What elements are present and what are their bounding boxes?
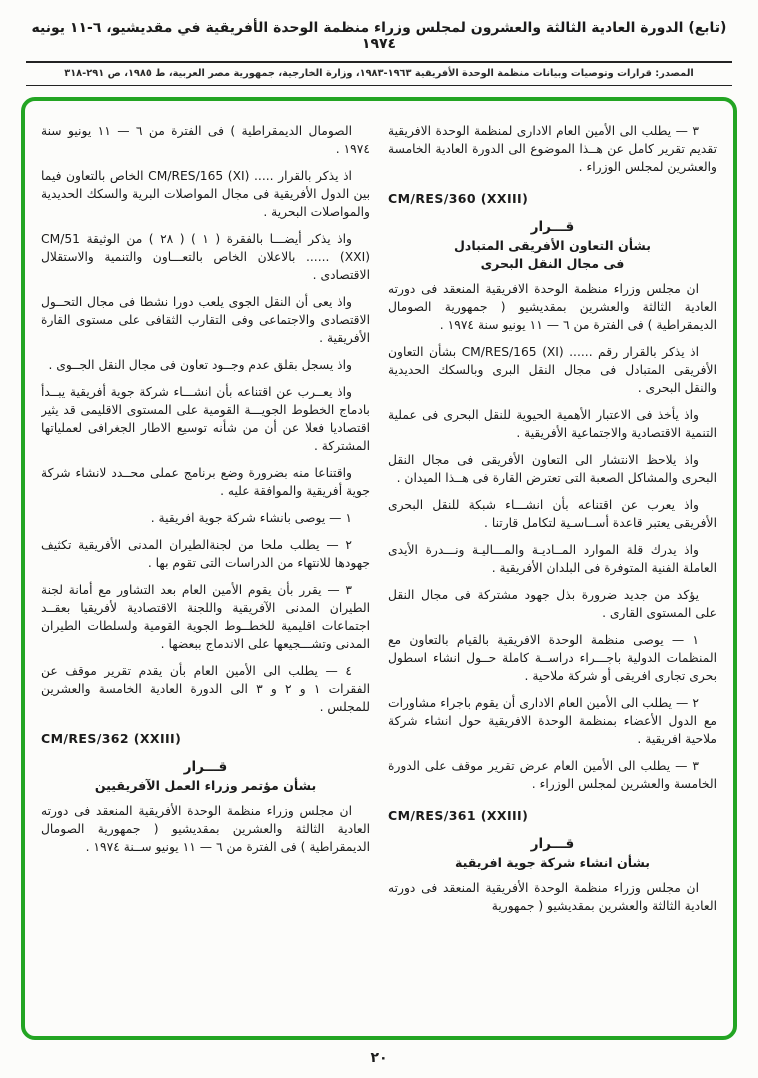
- paragraph: ان مجلس وزراء منظمة الوحدة الافريقية المنعقد فى دورته العادية الثالثة والعشرين بمقديشيو ( جمهورية الصومال الديمقراطية ) فى الفترة من ٦ — ١١ يونيو سنة ١٩٧٤ .: [388, 282, 717, 332]
- paragraph: واذ يسجل بقلق عدم وجــود تعاون فى مجال النقل الجــوى .: [48, 358, 352, 372]
- paragraph: واذ يذكر أيضـــا بالفقرة ( ١ ) ( ٢٨ ) من الوثيقة ‎CM/51 (XXI)‎ ...... بالاعلان الخاص بالتعـــاون والتنمية والاستقلال الاقتصادى .: [41, 232, 370, 282]
- resolution-code: CM/RES/361 (XXIII): [388, 808, 529, 823]
- paragraph: واقتناعا منه بضرورة وضع برنامج عملى محــدد لانشاء شركة جوية أفريقية والموافقة عليه .: [41, 466, 370, 498]
- paragraph: ١ — يوصى بانشاء شركة جوية افريقية .: [150, 511, 352, 525]
- paragraph: ٢ — يطلب الى الأمين العام الادارى أن يقوم باجراء مشاورات مع الدول الأعضاء بمنظمة الوحدة الافريقية حول انشاء شركة ملاحية افريقية .: [388, 696, 717, 746]
- divider-thin: [26, 85, 732, 86]
- resolution-subject: فى مجال النقل البحرى: [480, 256, 625, 271]
- paragraph: واذ يعرب عن اقتناعه بأن انشـــاء شبكة للنقل البحرى الأفريقى يعتبر قاعدة أســاسـية لتكامل قارتنا .: [388, 498, 717, 530]
- paragraph: يؤكد من جديد ضرورة بذل جهود مشتركة فى مجال النقل على المستوى القارى .: [388, 588, 717, 620]
- resolution-subject: بشأن انشاء شركة جوية افريقية: [454, 855, 651, 870]
- paragraph: الصومال الديمقراطية ) فى الفترة من ٦ — ١١ يونيو سنة ١٩٧٤ .: [41, 124, 370, 156]
- paragraph: واذ يعى أن النقل الجوى يلعب دورا نشطا فى مجال التحــول الاقتصادى والاجتماعى وفى التقارب الثقافى على مستوى القارة الأفريقية .: [41, 295, 370, 345]
- document-title: (تابع) الدورة العادية الثالثة والعشرون لمجلس وزراء منظمة الوحدة الأفريقية في مقديشيو، ٦-١١ يونيه ١٩٧٤: [31, 20, 727, 52]
- content-frame: [21, 97, 737, 1040]
- paragraph: اذ يذكر بالقرار رقم ...... ‎CM/RES/165 (XI)‎ بشأن التعاون الأفريقى المتبادل فى مجال النقل البرى وبالسكك الحديدية والنقل البحرى .: [388, 345, 717, 395]
- paragraph: ان مجلس وزراء منظمة الوحدة الأفريقية المنعقد فى دورته العادية الثالثة والعشرين بمقديشيو ( جمهورية: [388, 881, 717, 913]
- resolution-heading: قـــرار: [530, 219, 575, 235]
- paragraph: ١ — يوصى منظمة الوحدة الافريقية بالقيام بالتعاون مع المنظمات الدولية باجـــراء دراســة كاملة حــول انشاء اسطول بحرى تجارى افريقى أو شركة ملاحية .: [388, 633, 717, 683]
- resolution-subject: بشأن مؤتمر وزراء العمل الآفريقيين: [94, 778, 317, 793]
- resolution-code: CM/RES/362 (XXIII): [41, 731, 182, 746]
- resolution-subject: بشأن التعاون الأفريقى المتبادل: [454, 238, 651, 253]
- source-line: المصدر: قرارات وتوصيات وبيانات منظمة الوحدة الأفريقية ١٩٦٣-١٩٨٣، وزارة الخارجية، جمهورية مصر العربية، ط ١٩٨٥، ص ٢٩١-٣١٨: [64, 68, 694, 79]
- paragraph: واذ يعــرب عن اقتناعه بأن انشـــاء شركة جوية أفريقية يبــدأ بادماج الخطوط الجويـــة القومية على المستوى الاقليمى قد يثير اقتصاديا فعلا عن أن من شأنه توسيع الاطار الجغرافى لعملياتها المشتركة .: [41, 385, 370, 453]
- paragraph: ٤ — يطلب الى الأمين العام بأن يقدم تقرير موقف عن الفقرات ١ و ٢ و ٣ الى الدورة العادية الخامسة والعشرين للمجلس .: [41, 664, 370, 714]
- page-number: ٢٠: [370, 1050, 388, 1066]
- resolution-heading: قـــرار: [530, 836, 575, 852]
- paragraph: اذ يذكر بالقرار ..... ‎CM/RES/165 (XI)‎ الخاص بالتعاون فيما بين الدول الأفريقية فى مجال المواصلات البرية والسكك الحديدية والمواصلات البحرية .: [41, 169, 370, 219]
- paragraph: ٣ — يطلب الى الأمين العام عرض تقرير موقف على الدورة الخامسة والعشرين لمجلس الوزراء .: [388, 759, 717, 791]
- text-columns: [41, 113, 717, 1024]
- paragraph: واذ يلاحظ الانتشار الى التعاون الأفريقى فى مجال النقل البحرى والمشاكل الصعبة التى تعترض القارة فى هــذا الميدان .: [388, 453, 717, 485]
- column-right: [388, 113, 717, 1024]
- paragraph: ٢ — يطلب ملحا من لجنةالطيران المدنى الأفريقية تكثيف جهودها للانتهاء من الدراسات التى تقوم بها .: [41, 538, 370, 570]
- paragraph: واذ يدرك قلة الموارد المــاديـة والمـــاليـة ونـــدرة الأيدى العاملة الفنية المتوفرة فى البلدان الأفريقية .: [388, 543, 717, 575]
- page-header: [0, 0, 758, 86]
- column-left: [41, 113, 370, 1024]
- resolution-code: CM/RES/360 (XXIII): [388, 191, 529, 206]
- paragraph: ان مجلس وزراء منظمة الوحدة الأفريقية المنعقد فى دورته العادية الثالثة والعشرين بمقديشيو ( جمهورية الصومال الديمقراطية ) فى الفترة من ٦ — ١١ يونيو ســنة ١٩٧٤ .: [41, 804, 370, 854]
- divider-thick: [26, 61, 732, 63]
- paragraph: ٣ — يطلب الى الأمين العام الادارى لمنظمة الوحدة الافريقية تقديم تقرير كامل عن هــذا الموضوع الى الدورة العادية الخامسة والعشرين لمجلس الوزراء .: [388, 124, 717, 174]
- resolution-heading: قـــرار: [183, 759, 228, 775]
- paragraph: ٣ — يقرر بأن يقوم الأمين العام بعد التشاور مع أمانة لجنة الطيران المدنى الآفريقية واللجنة الاقتصادية لأفريقيا بعقــد اجتماعات اقليمية للخطــوط الجوية القومية ولسلطات الطيران المدنى وتشـــجيعها على الاندماج ببعضها .: [41, 583, 370, 651]
- paragraph: واذ يأخذ فى الاعتبار الأهمية الحيوية للنقل البحرى فى عملية التنمية الاقتصادية والاجتماعية الأفريقية .: [388, 408, 717, 440]
